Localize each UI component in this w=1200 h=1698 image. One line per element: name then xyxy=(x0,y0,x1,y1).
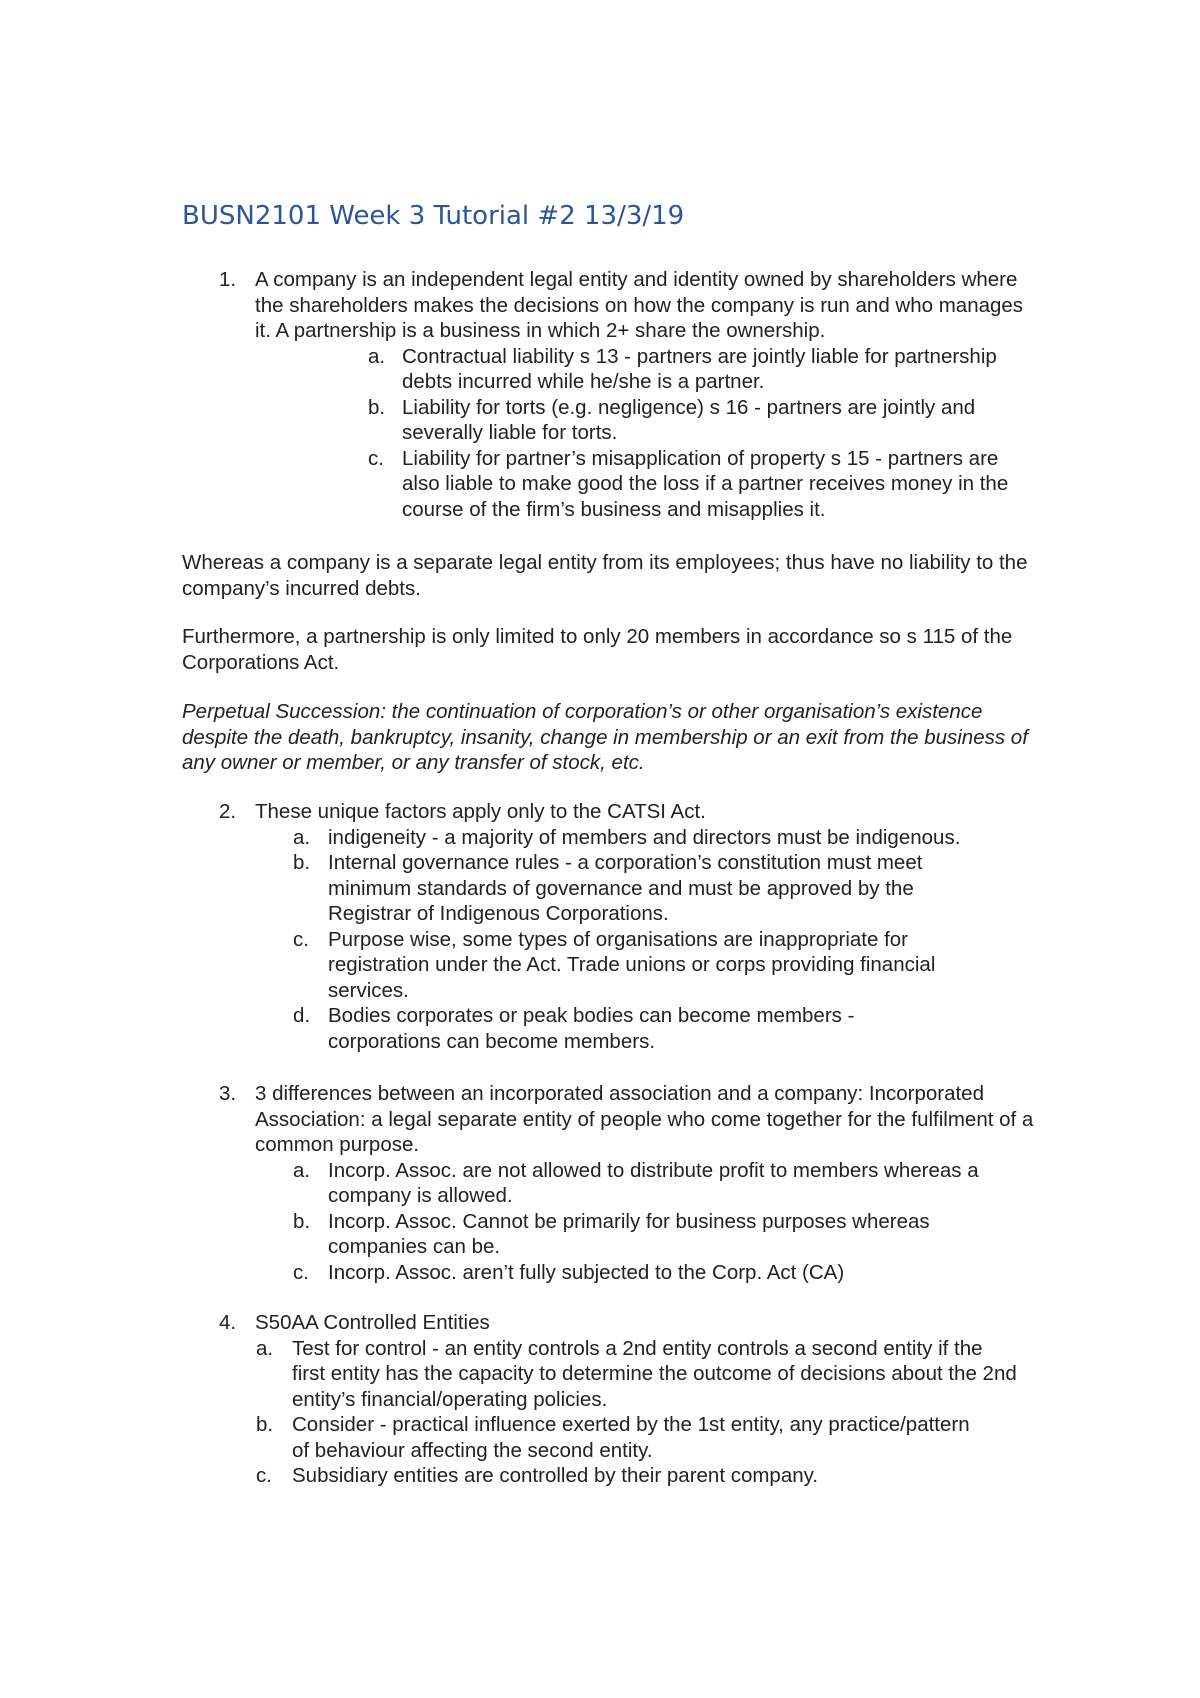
sub-list-item xyxy=(0,825,1018,851)
list-number: 3. xyxy=(219,1082,237,1105)
sub-list-marker: c. xyxy=(256,1464,272,1487)
list-item-text: These unique factors apply only to the CATSI Act. xyxy=(255,800,706,823)
sub-list-item-text: Incorp. Assoc. are not allowed to distribute profit to members whereas a company is allowed. xyxy=(328,1158,979,1207)
sub-list-item-text: Bodies corporates or peak bodies can become members - corporations can become members. xyxy=(328,1004,855,1053)
question-1 xyxy=(0,267,1200,522)
sub-list-item xyxy=(0,1336,1017,1413)
sub-list-marker: c. xyxy=(293,1260,309,1284)
list-item xyxy=(0,267,1035,344)
sub-list-marker: c. xyxy=(293,927,309,951)
sub-list-item-text: Consider - practical influence exerted by the 1st entity, any practice/pattern of behaviour affecting the second entity. xyxy=(292,1413,970,1462)
list-number: 4. xyxy=(219,1311,237,1334)
list-item-text: S50AA Controlled Entities xyxy=(255,1311,490,1334)
sub-list-item-text: Contractual liability s 13 - partners are jointly liable for partnership debts incurred while he/she is a partner. xyxy=(402,344,997,393)
sub-list-item xyxy=(0,344,1017,395)
paragraph-whereas: Whereas a company is a separate legal entity from its employees; thus have no liability to the company’s incurred debts. xyxy=(182,551,1028,600)
question-4 xyxy=(0,1310,1200,1489)
list-item-text: A company is an independent legal entity and identity owned by shareholders where the shareholders makes the decisions on how the company is run and who manages it. A partnership is a business in which 2+ share the ownership. xyxy=(255,268,1024,342)
sub-list-item-text: indigeneity - a majority of members and directors must be indigenous. xyxy=(328,825,961,849)
sub-list-item xyxy=(0,1412,972,1463)
sub-list-item xyxy=(0,927,998,1004)
sub-list-item-text: Subsidiary entities are controlled by their parent company. xyxy=(292,1464,819,1487)
sub-list-marker: c. xyxy=(368,446,384,470)
sub-list-marker: a. xyxy=(368,344,386,368)
sub-list-item xyxy=(0,1463,1017,1489)
sub-list-marker: b. xyxy=(293,851,311,874)
list-item xyxy=(0,799,1035,825)
sub-list-item-text: Liability for partner’s misapplication of property s 15 - partners are also liable to make good the loss if a partner receives money in the course of the firm’s business and misapplies it. xyxy=(402,446,1009,521)
list-number: 2. xyxy=(219,800,237,823)
sub-list-item-text: Liability for torts (e.g. negligence) s 16 - partners are jointly and severally liable for torts. xyxy=(402,395,976,444)
sub-list-item-text: Incorp. Assoc. Cannot be primarily for business purposes whereas companies can be. xyxy=(328,1209,930,1258)
sub-list-item-text: Incorp. Assoc. aren’t fully subjected to the Corp. Act (CA) xyxy=(328,1260,845,1284)
paragraph-furthermore: Furthermore, a partnership is only limited to only 20 members in accordance so s 115 of the Corporations Act. xyxy=(182,625,1013,674)
sub-list-item xyxy=(0,446,1017,523)
sub-list-marker: b. xyxy=(256,1413,274,1436)
document-title: BUSN2101 Week 3 Tutorial #2 13/3/19 xyxy=(182,201,685,231)
question-2 xyxy=(0,799,1200,1054)
sub-list-item xyxy=(0,1260,1018,1286)
sub-list-marker: b. xyxy=(368,395,386,419)
sub-list-item-text: Test for control - an entity controls a 2nd entity controls a second entity if the first entity has the capacity to determine the outcome of decisions about the 2nd entity’s financial/operating policies. xyxy=(292,1336,1017,1411)
sub-list-item-text: Internal governance rules - a corporation’s constitution must meet minimum standards of governance and must be approved by the Registrar of Indigenous Corporations. xyxy=(328,851,923,925)
sub-list-marker: a. xyxy=(293,1158,311,1182)
sub-list-marker: d. xyxy=(293,1004,311,1027)
list-item-text: 3 differences between an incorporated association and a company: Incorporated Association: a legal separate entity of people who come together for the fulfilment of a common purpose. xyxy=(255,1082,1034,1156)
list-number: 1. xyxy=(219,268,237,291)
sub-list-item xyxy=(0,1003,958,1054)
sub-list-item xyxy=(0,850,988,927)
question-3 xyxy=(0,1081,1200,1285)
sub-list-item xyxy=(0,1158,1018,1209)
sub-list-item-text: Purpose wise, some types of organisations are inappropriate for registration under the Act. Trade unions or corps providing financial services. xyxy=(328,927,936,1002)
sub-list-marker: a. xyxy=(293,825,311,849)
paragraph-perpetual-succession: Perpetual Succession: the continuation of corporation’s or other organisation’s existence despite the death, bankruptcy, insanity, change in membership or an exit from the business of any owner or member, or any transfer of stock, etc. xyxy=(182,700,1028,774)
sub-list-item xyxy=(0,395,1017,446)
sub-list-marker: b. xyxy=(293,1209,311,1233)
list-item xyxy=(0,1310,1035,1336)
sub-list-item xyxy=(0,1209,1018,1260)
list-item xyxy=(0,1081,1035,1158)
sub-list-marker: a. xyxy=(256,1336,274,1360)
